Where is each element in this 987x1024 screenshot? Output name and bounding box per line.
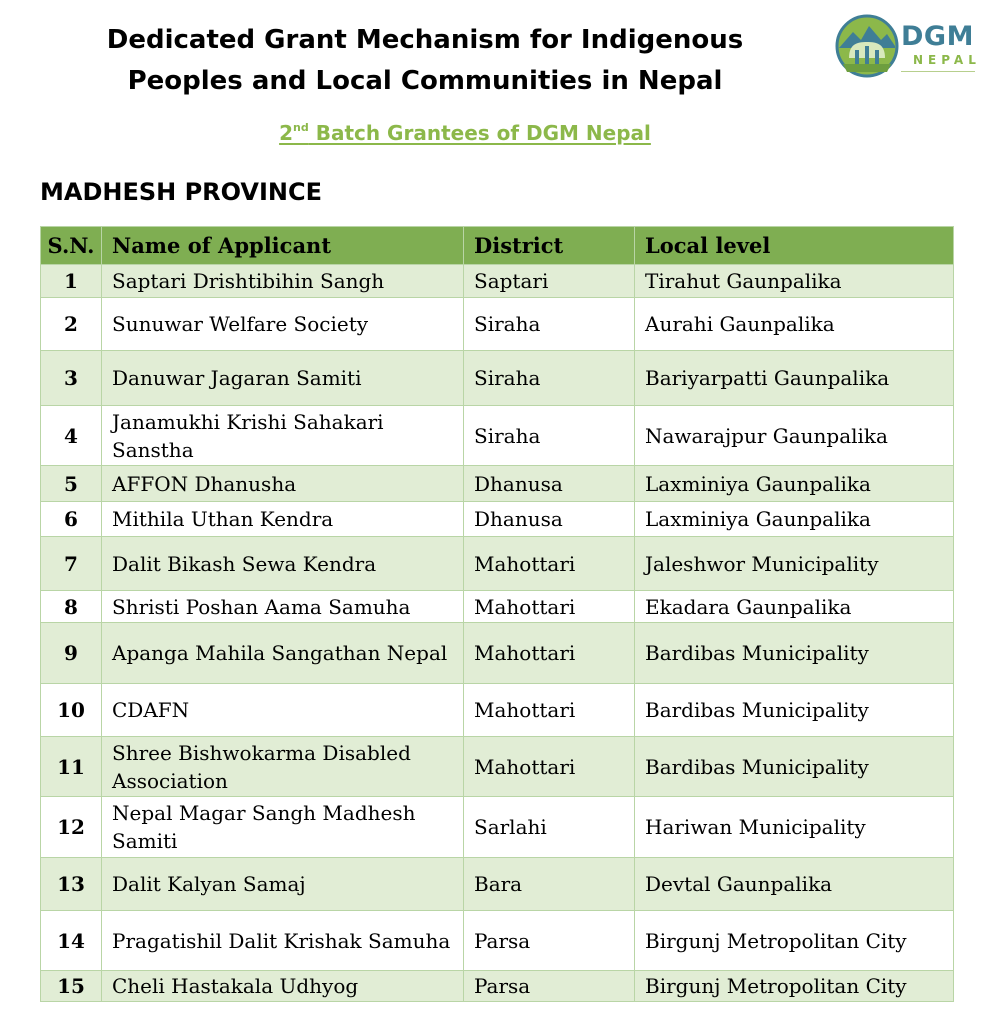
row-district: Dhanusa (464, 466, 635, 502)
subtitle-text: Batch Grantees of DGM Nepal (308, 121, 651, 145)
row-local-level: Laxminiya Gaunpalika (635, 502, 954, 537)
table-row (41, 911, 954, 971)
table-header-row (41, 227, 954, 265)
row-local-level: Birgunj Metropolitan City (635, 971, 954, 1002)
table-row (41, 591, 954, 623)
row-sn: 2 (41, 298, 102, 351)
row-applicant: Cheli Hastakala Udhyog (102, 971, 464, 1002)
row-local-level: Nawarajpur Gaunpalika (635, 406, 954, 466)
row-sn: 5 (41, 466, 102, 502)
document-title (40, 20, 810, 102)
row-sn: 4 (41, 406, 102, 466)
table-row (41, 298, 954, 351)
table-row (41, 623, 954, 684)
batch-subtitle (0, 121, 930, 145)
row-applicant: Shristi Poshan Aama Samuha (102, 591, 464, 623)
row-applicant: Pragatishil Dalit Krishak Samuha (102, 911, 464, 971)
row-sn: 8 (41, 591, 102, 623)
row-district: Sarlahi (464, 797, 635, 858)
row-sn: 3 (41, 351, 102, 406)
row-local-level: Aurahi Gaunpalika (635, 298, 954, 351)
row-district: Bara (464, 858, 635, 911)
row-local-level: Jaleshwor Municipality (635, 537, 954, 591)
row-local-level: Tirahut Gaunpalika (635, 265, 954, 298)
table-row (41, 406, 954, 466)
logo-underline (901, 71, 975, 72)
row-district: Mahottari (464, 623, 635, 684)
row-sn: 7 (41, 537, 102, 591)
table-row (41, 858, 954, 911)
row-sn: 6 (41, 502, 102, 537)
header-local-level: Local level (635, 227, 954, 265)
row-sn: 13 (41, 858, 102, 911)
table-row (41, 502, 954, 537)
table-row (41, 737, 954, 797)
table-row (41, 537, 954, 591)
row-local-level: Laxminiya Gaunpalika (635, 466, 954, 502)
tree-mountain-logo-icon (835, 14, 899, 78)
row-district: Mahottari (464, 591, 635, 623)
row-district: Siraha (464, 351, 635, 406)
row-sn: 1 (41, 265, 102, 298)
row-sn: 14 (41, 911, 102, 971)
province-heading: MADHESH PROVINCE (40, 178, 323, 206)
row-applicant: Nepal Magar Sangh Madhesh Samiti (102, 797, 464, 858)
table-row (41, 351, 954, 406)
grantees-table (40, 226, 954, 1002)
header-name: Name of Applicant (102, 227, 464, 265)
table-row (41, 797, 954, 858)
row-district: Mahottari (464, 537, 635, 591)
row-local-level: Devtal Gaunpalika (635, 858, 954, 911)
row-sn: 12 (41, 797, 102, 858)
row-district: Siraha (464, 406, 635, 466)
row-applicant: Apanga Mahila Sangathan Nepal (102, 623, 464, 684)
row-local-level: Bardibas Municipality (635, 684, 954, 737)
row-district: Mahottari (464, 684, 635, 737)
row-sn: 9 (41, 623, 102, 684)
table-row (41, 684, 954, 737)
row-applicant: AFFON Dhanusha (102, 466, 464, 502)
row-applicant: Shree Bishwokarma Disabled Association (102, 737, 464, 797)
logo-name: DGM (901, 21, 974, 52)
row-district: Siraha (464, 298, 635, 351)
table-row (41, 265, 954, 298)
row-sn: 10 (41, 684, 102, 737)
row-local-level: Ekadara Gaunpalika (635, 591, 954, 623)
table-row (41, 466, 954, 502)
row-local-level: Birgunj Metropolitan City (635, 911, 954, 971)
table-row (41, 971, 954, 1002)
row-local-level: Bardibas Municipality (635, 737, 954, 797)
row-district: Mahottari (464, 737, 635, 797)
subtitle-ordinal: 2 (279, 121, 294, 145)
row-applicant: Saptari Drishtibihin Sangh (102, 265, 464, 298)
row-applicant: Mithila Uthan Kendra (102, 502, 464, 537)
logo-subname: NEPAL (913, 53, 981, 67)
row-local-level: Bardibas Municipality (635, 623, 954, 684)
row-applicant: Sunuwar Welfare Society (102, 298, 464, 351)
row-sn: 11 (41, 737, 102, 797)
row-sn: 15 (41, 971, 102, 1002)
row-local-level: Hariwan Municipality (635, 797, 954, 858)
document-title-line-2: Peoples and Local Communities in Nepal (127, 66, 723, 96)
row-district: Dhanusa (464, 502, 635, 537)
row-applicant: Dalit Bikash Sewa Kendra (102, 537, 464, 591)
row-district: Parsa (464, 911, 635, 971)
row-local-level: Bariyarpatti Gaunpalika (635, 351, 954, 406)
row-applicant: Janamukhi Krishi Sahakari Sanstha (102, 406, 464, 466)
header-sn: S.N. (41, 227, 102, 265)
row-applicant: Danuwar Jagaran Samiti (102, 351, 464, 406)
header-district: District (464, 227, 635, 265)
row-applicant: CDAFN (102, 684, 464, 737)
document-title-line-1: Dedicated Grant Mechanism for Indigenous (106, 25, 744, 55)
row-applicant: Dalit Kalyan Samaj (102, 858, 464, 911)
subtitle-ordinal-suffix: nd (293, 121, 309, 134)
dgm-nepal-logo (835, 13, 981, 79)
row-district: Parsa (464, 971, 635, 1002)
row-district: Saptari (464, 265, 635, 298)
